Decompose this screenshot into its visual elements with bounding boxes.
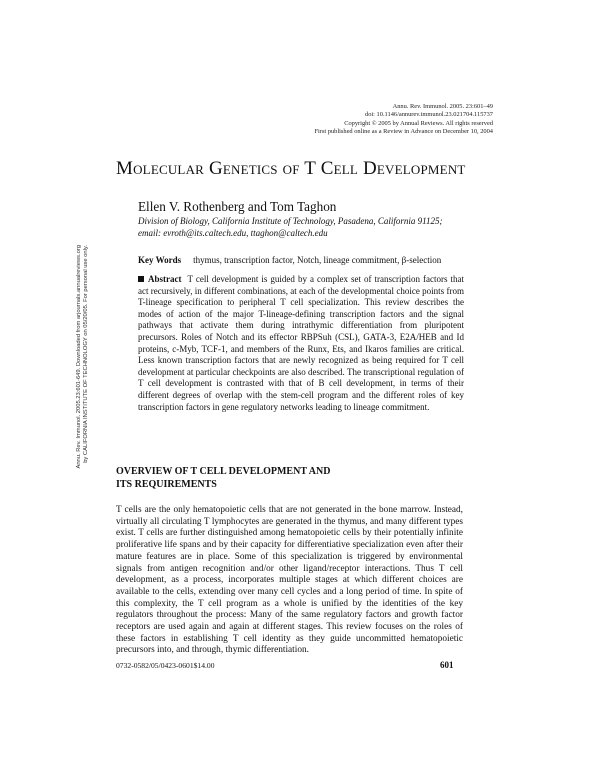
authors: Ellen V. Rothenberg and Tom Taghon — [138, 199, 337, 214]
abstract-text: T cell development is guided by a complex set of transcription factors that act recursively, in different combinations, at each of the developmental choice points from T-lineage specification to peripheral T cell specialization. This review describes the modes of action of the major T-lineage-defining transcription factors and the signal pathways that activate them during intrathymic differentiation from pluripotent precursors. Roles of Notch and its effector RBPSuh (CSL), GATA-3, E2A/HEB and Id proteins, c-Myb, TCF-1, and members of the Runx, Ets, and Ikaros families are critical. Less known transcription factors that are newly recognized as being required for T cell development at particular checkpoints are also described. The transcriptional regulation of T cell development is contrasted with that of B cell development, in terms of their different degrees of overlap with the stem-cell program and the different roles of key transcription factors in gene regulatory networks leading to lineage commitment. — [138, 274, 465, 412]
keywords-label: Key Words — [138, 255, 182, 265]
affiliation-address: Division of Biology, California Institute of Technology, Pasadena, California 91125; — [138, 216, 443, 226]
keywords — [138, 255, 441, 265]
body-paragraph: T cells are the only hematopoietic cells that are not generated in the bone marrow. Instead, virtually all circulating T lymphocytes are generated in the thymus, and many different types exist. T cells are further distinguished among hematopoietic cells by their potentially infinite proliferative life spans and by their capacity for differentiative specialization even after their mature features are in place. Some of this specialization is triggered by environmental signals from antigen recognition and/or other ligand/receptor interactions. Thus T cell development, as a process, incorporates multiple stages at which different choices are available to the cells, extending over many cell cycles and a long period of time. In spite of this complexity, the T cell program as a whole is unified by the identities of the key regulators throughout the process: Many of the same regulatory factors and growth factor receptors are used again and again at different stages. This review focuses on the roles of these factors in establishing T cell identity as they guide uncommitted hematopoietic precursors into, and through, thymic differentiation. — [116, 505, 463, 656]
abstract — [138, 274, 464, 413]
side-note-line-1: Annu. Rev. Immunol. 2005.23:601-649. Downloaded from arjournals.annualreviews.org — [76, 245, 82, 469]
affiliation — [138, 216, 478, 239]
copyright: Copyright © 2005 by Annual Reviews. All rights reserved — [344, 119, 493, 127]
affiliation-email[interactable]: email: evroth@its.caltech.edu, ttaghon@caltech.edu — [138, 227, 328, 238]
page-number: 601 — [440, 660, 454, 670]
keywords-list: thymus, transcription factor, Notch, lineage commitment, β-selection — [193, 255, 442, 265]
article-title: Molecular Genetics of T Cell Development — [116, 158, 466, 179]
article-meta — [314, 103, 493, 136]
section-heading — [116, 465, 416, 491]
doi[interactable]: doi: 10.1146/annurev.immunol.23.021704.115737 — [365, 111, 493, 119]
download-side-note — [76, 245, 146, 469]
section-heading-line-1: OVERVIEW OF T CELL DEVELOPMENT AND — [116, 466, 331, 477]
footer-code: 0732-0582/05/0423-0601$14.00 — [116, 661, 215, 670]
side-note-line-2: by CALIFORNIA INSTITUTE OF TECHNOLOGY on 05/20/05. For personal use only. — [83, 245, 90, 463]
first-published: First published online as a Review in Advance on December 10, 2004 — [314, 127, 493, 135]
section-heading-line-2: ITS REQUIREMENTS — [116, 479, 217, 490]
abstract-label: Abstract — [148, 274, 182, 284]
journal-citation: Annu. Rev. Immunol. 2005. 23:601–49 — [392, 103, 493, 110]
